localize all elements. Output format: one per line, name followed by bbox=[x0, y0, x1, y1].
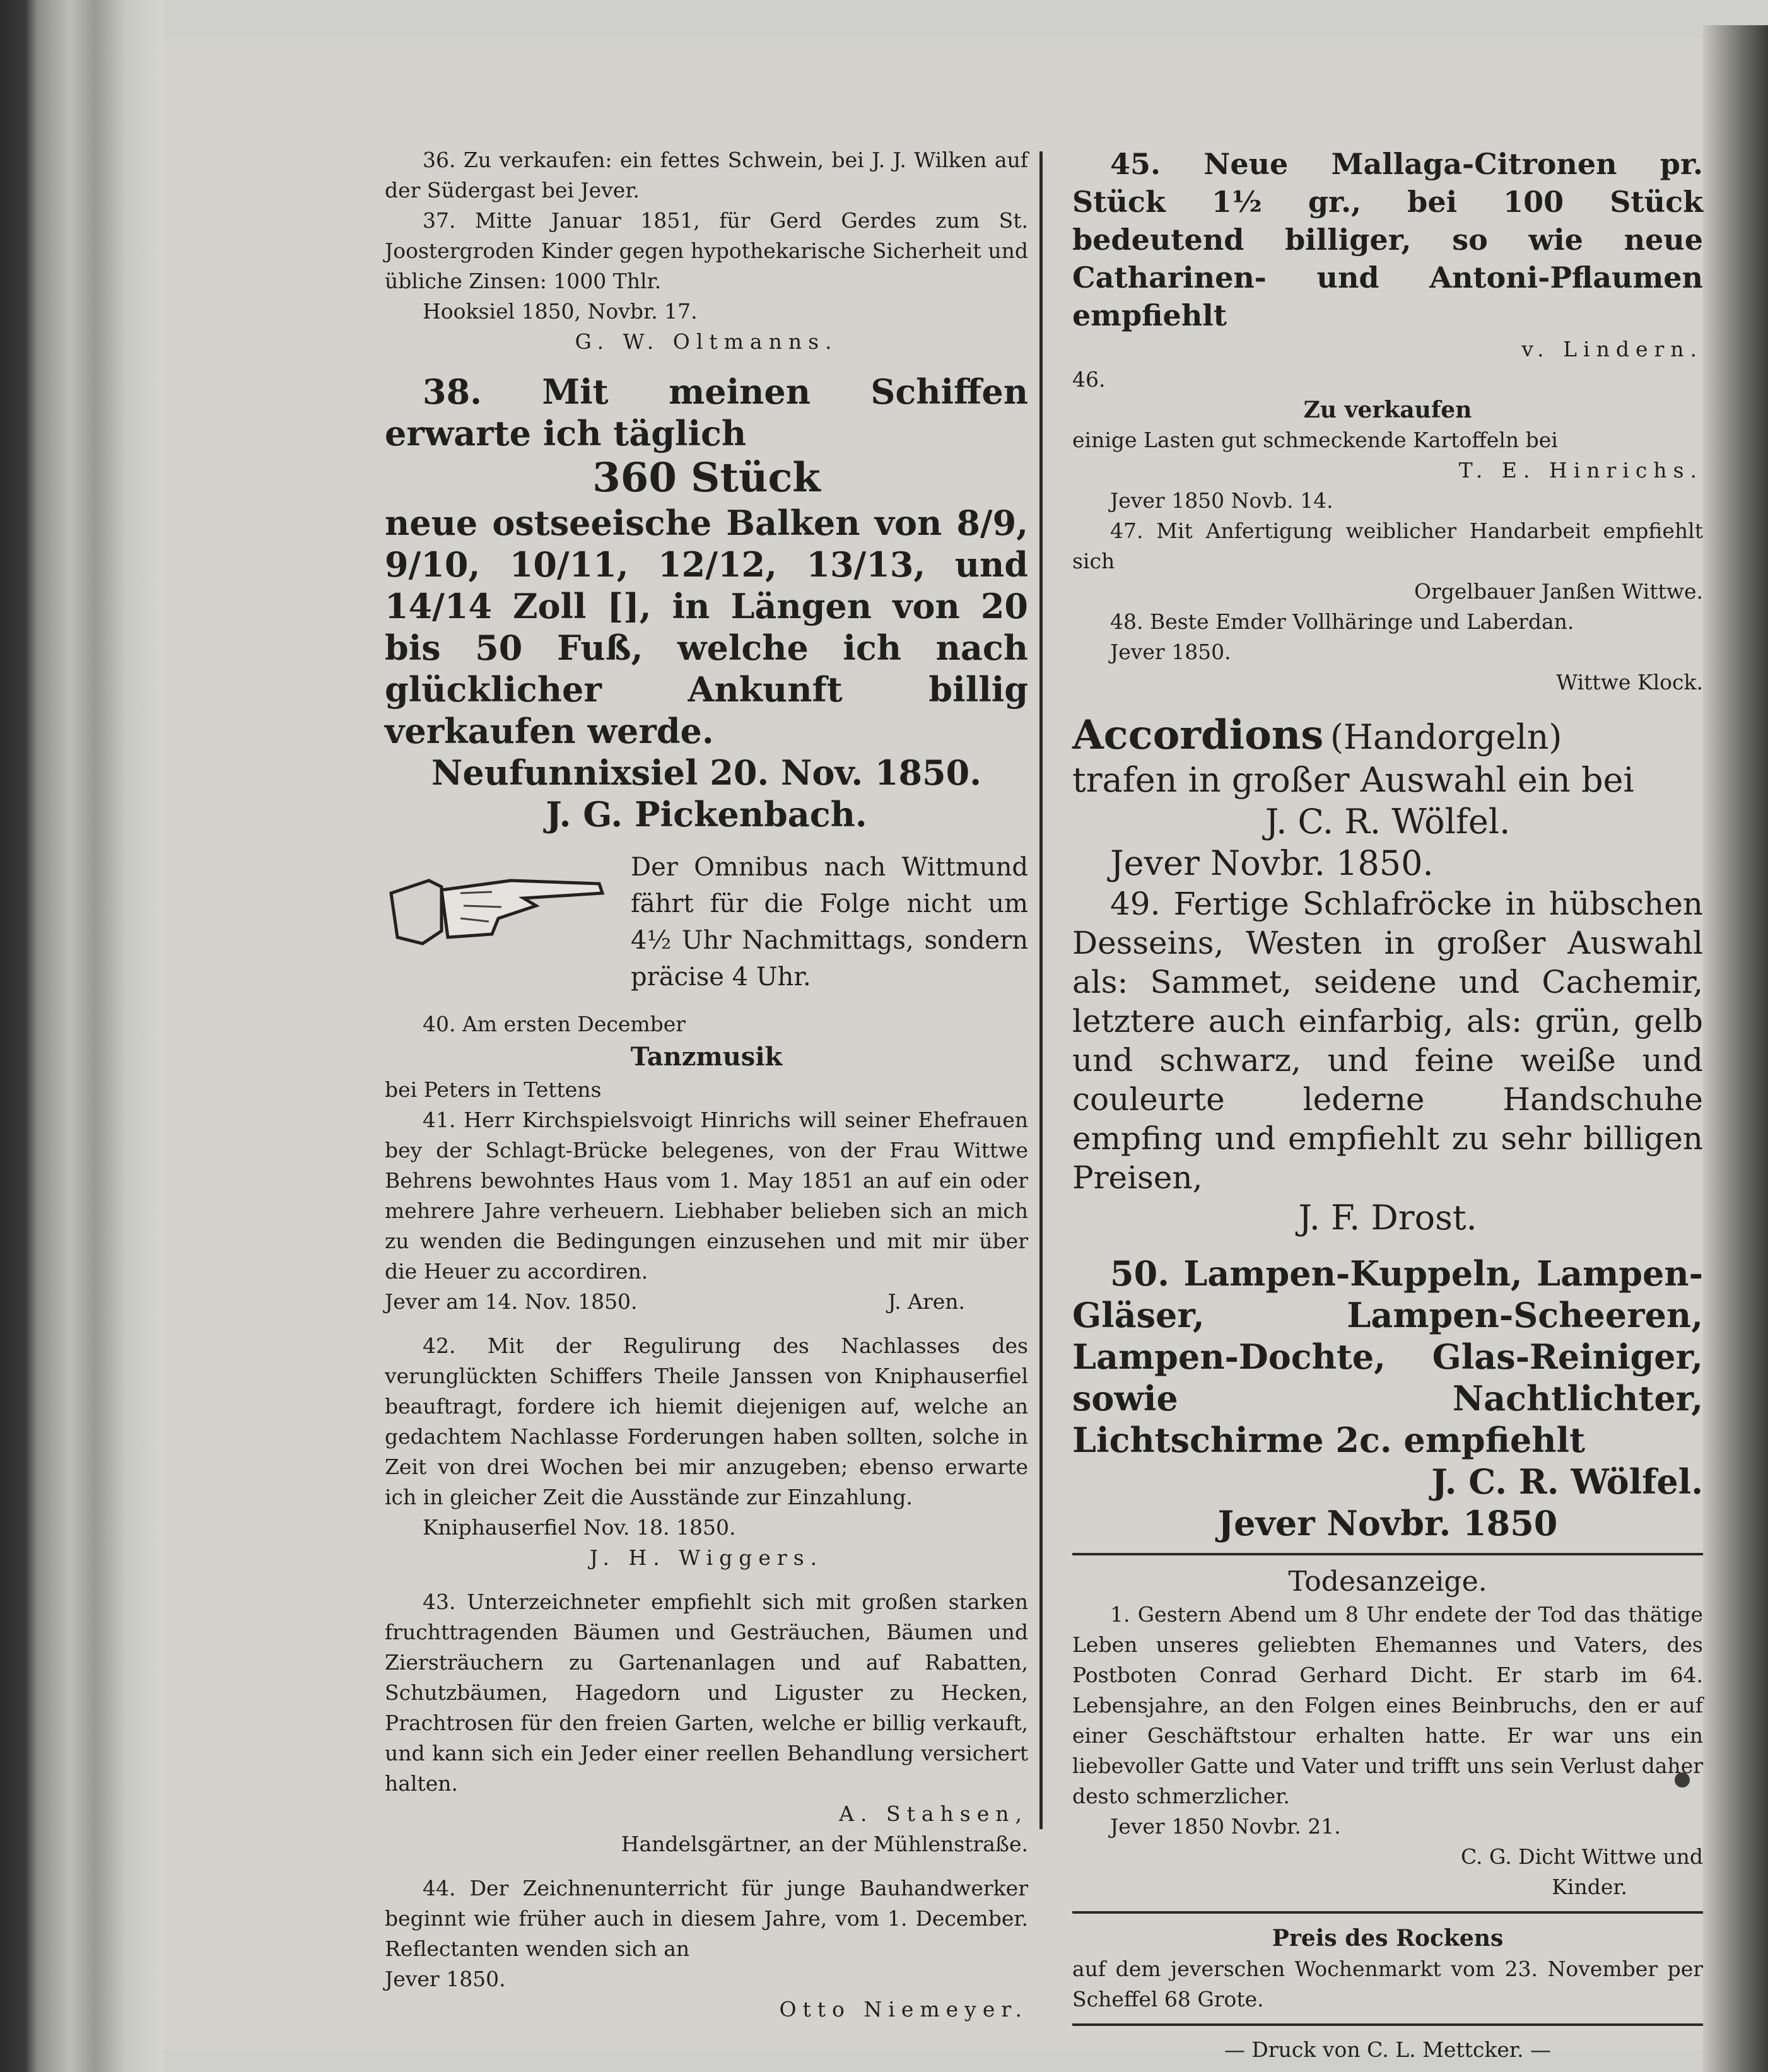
book-edge bbox=[0, 0, 164, 2072]
notice-46-place: Jever 1850 Novb. 14. bbox=[1110, 488, 1333, 513]
notice-43-signature-title: Handelsgärtner, an der Mühlenstraße. bbox=[621, 1832, 1028, 1856]
notice-48-place: Jever 1850. bbox=[1110, 640, 1231, 664]
notice-43-signature: A. Stahsen, bbox=[839, 1801, 1028, 1826]
notice-48: 48. Beste Emder Vollhäringe und Laberdan. bbox=[1110, 609, 1574, 634]
notice-40-heading: Tanzmusik bbox=[630, 1042, 783, 1072]
notice-49: 49. Fertige Schlafröcke in hübschen Desseins, Westen in großer Auswahl als: Sammet, seidene und Cachemir, letztere auch einfarbig, als: grün, gelb und schwarz, und feine weiße und couleurte lederne Handschuhe empfing und empfiehlt zu sehr billigen Preisen, bbox=[1072, 886, 1703, 1196]
notice-45-signature: v. Lindern. bbox=[1521, 337, 1703, 361]
notice-46-heading: Zu verkaufen bbox=[1303, 397, 1472, 423]
notice-41-place: Jever am 14. Nov. 1850. J. Aren. bbox=[385, 1289, 965, 1314]
death-notice-signature-2: Kinder. bbox=[1552, 1875, 1627, 1899]
notice-46-signature: T. E. Hinrichs. bbox=[1458, 458, 1703, 483]
death-notice-place: Jever 1850 Novbr. 21. bbox=[1110, 1814, 1341, 1839]
accordions-place: Jever Novbr. 1850. bbox=[1110, 843, 1434, 883]
notice-39-text: Der Omnibus nach Wittmund fährt für die Folge nicht um 4½ Uhr Nachmittags, sondern präcise 4 Uhr. bbox=[631, 853, 1028, 992]
notice-50-signature: J. C. R. Wölfel. bbox=[1431, 1461, 1703, 1502]
printer-imprint: — Druck von C. L. Mettcker. — bbox=[1224, 2037, 1552, 2062]
notice-36: 36. Zu verkaufen: ein fettes Schwein, bei J. J. Wilken auf der Südergast bei Jever. bbox=[385, 148, 1028, 202]
notice-46: 46. bbox=[1072, 367, 1106, 392]
notice-38-text: neue ostseeische Balken von 8/9, 9/10, 10/11, 12/12, 13/13, und 14/14 Zoll [], in Längen von 20 bis 50 Fuß, welche ich nach glücklicher Ankunft billig verkaufen werde. bbox=[385, 503, 1028, 751]
death-notice-text: 1. Gestern Abend um 8 Uhr endete der Tod das thätige Leben unseres geliebten Ehemannes und Vaters, des Postboten Conrad Gerhard Dicht. Er starb im 64. Lebensjahre, an den Folgen eines Beinbruchs, den er auf einer Geschäftstour erhalten hatte. Er war uns ein liebevoller Gatte und Vater und trifft uns sein Verlust daher desto schmerzlicher. bbox=[1072, 1602, 1703, 1808]
section-rule-3 bbox=[1072, 2023, 1703, 2026]
notice-39 bbox=[385, 849, 1028, 995]
notice-47: 47. Mit Anfertigung weiblicher Handarbeit empfiehlt sich bbox=[1072, 518, 1703, 573]
notice-47-signature: Orgelbauer Janßen Wittwe. bbox=[1414, 579, 1703, 604]
notice-42-place: Kniphauserfiel Nov. 18. 1850. bbox=[423, 1515, 736, 1540]
section-rule-2 bbox=[1072, 1911, 1703, 1914]
rye-price-text: auf dem jeverschen Wochenmarkt vom 23. November per Scheffel 68 Grote. bbox=[1072, 1957, 1703, 2011]
death-notice-signature: C. G. Dicht Wittwe und bbox=[1460, 1844, 1703, 1869]
accordions-text: trafen in großer Auswahl ein bei bbox=[1072, 760, 1634, 800]
notice-38-count: 360 Stück bbox=[592, 454, 821, 501]
notice-38-place: Neufunnixsiel 20. Nov. 1850. bbox=[431, 752, 982, 793]
notice-42: 42. Mit der Regulirung des Nachlasses des verunglückten Schiffers Theile Janssen von Kniphauserfiel beauftragt, fordere ich hiemit diejenigen auf, welche an gedachtem Nachlasse Forderungen haben sollten, solche in Zeit von drei Wochen bei mir anzugeben; ebenso erwarte ich in gleicher Zeit die Ausstände zur Einzahlung. bbox=[385, 1333, 1028, 1509]
notice-49-signature: J. F. Drost. bbox=[1298, 1198, 1477, 1238]
left-column bbox=[385, 145, 1028, 2025]
notice-46-text: einige Lasten gut schmeckende Kartoffeln bei bbox=[1072, 428, 1558, 452]
notice-37-place: Hooksiel 1850, Novbr. 17. bbox=[423, 299, 698, 324]
accordions-heading: Accordions (Handorgeln) bbox=[1072, 711, 1562, 759]
column-divider bbox=[1039, 151, 1043, 1829]
accordions-signature: J. C. R. Wölfel. bbox=[1265, 802, 1511, 841]
notice-50-place: Jever Novbr. 1850 bbox=[1217, 1503, 1558, 1543]
notice-41: 41. Herr Kirchspielsvoigt Hinrichs will seiner Ehefrauen bey der Schlagt-Brücke belegenes, von der Frau Wittwe Behrens bewohntes Haus vom 1. May 1851 an auf ein oder mehrere Jahre verheuern. Liebhaber belieben sich an mich zu wenden die Bedingungen einzusehen und mit mir über die Heuer zu accordiren. bbox=[385, 1108, 1028, 1284]
notice-44-place: Jever 1850. bbox=[385, 1967, 506, 1991]
rye-price-heading: Preis des Rockens bbox=[1272, 1925, 1504, 1952]
notice-40-place: bei Peters in Tettens bbox=[385, 1077, 602, 1102]
notice-38-signature: J. G. Pickenbach. bbox=[546, 794, 867, 834]
pointing-hand-icon bbox=[385, 855, 612, 956]
notice-50: 50. Lampen-Kuppeln, Lampen-Gläser, Lampen-Scheeren, Lampen-Dochte, Glas-Reiniger, sowie Nachtlichter, Lichtschirme 2c. empfiehlt bbox=[1072, 1253, 1703, 1460]
page-gutter bbox=[1703, 25, 1768, 2072]
death-notice-heading: Todesanzeige. bbox=[1288, 1566, 1487, 1598]
right-column bbox=[1072, 145, 1703, 2065]
notice-44-signature: Otto Niemeyer. bbox=[779, 1997, 1028, 2022]
notice-43: 43. Unterzeichneter empfiehlt sich mit großen starken fruchttragenden Bäumen und Gesträuchen, Bäumen und Ziersträuchern zu Gartenanlagen und auf Rabatten, Schutzbäumen, Hagedorn und Liguster zu Hecken, Prachtrosen für den freien Garten, welche er billig verkauft, und kann sich ein Jeder einer reellen Behandlung versichert halten. bbox=[385, 1589, 1028, 1796]
notice-44: 44. Der Zeichnenunterricht für junge Bauhandwerker beginnt wie früher auch in diesem Jahre, vom 1. December. Reflectanten wenden sich an bbox=[385, 1876, 1028, 1961]
notice-37-signature: G. W. Oltmanns. bbox=[575, 329, 838, 354]
notice-45: 45. Neue Mallaga-Citronen pr. Stück 1½ gr., bei 100 Stück bedeutend billiger, so wie neue Catharinen- und Antoni-Pflaumen empfiehlt bbox=[1072, 147, 1703, 332]
notice-37: 37. Mitte Januar 1851, für Gerd Gerdes zum St. Joostergroden Kinder gegen hypothekarische Sicherheit und übliche Zinsen: 1000 Thlr. bbox=[385, 208, 1028, 293]
notice-40: 40. Am ersten December bbox=[423, 1012, 686, 1036]
section-rule bbox=[1072, 1553, 1703, 1555]
notice-38-heading: 38. Mit meinen Schiffen erwarte ich täglich bbox=[385, 372, 1028, 454]
notice-42-signature: J. H. Wiggers. bbox=[589, 1545, 824, 1570]
notice-48-signature: Wittwe Klock. bbox=[1556, 670, 1703, 694]
